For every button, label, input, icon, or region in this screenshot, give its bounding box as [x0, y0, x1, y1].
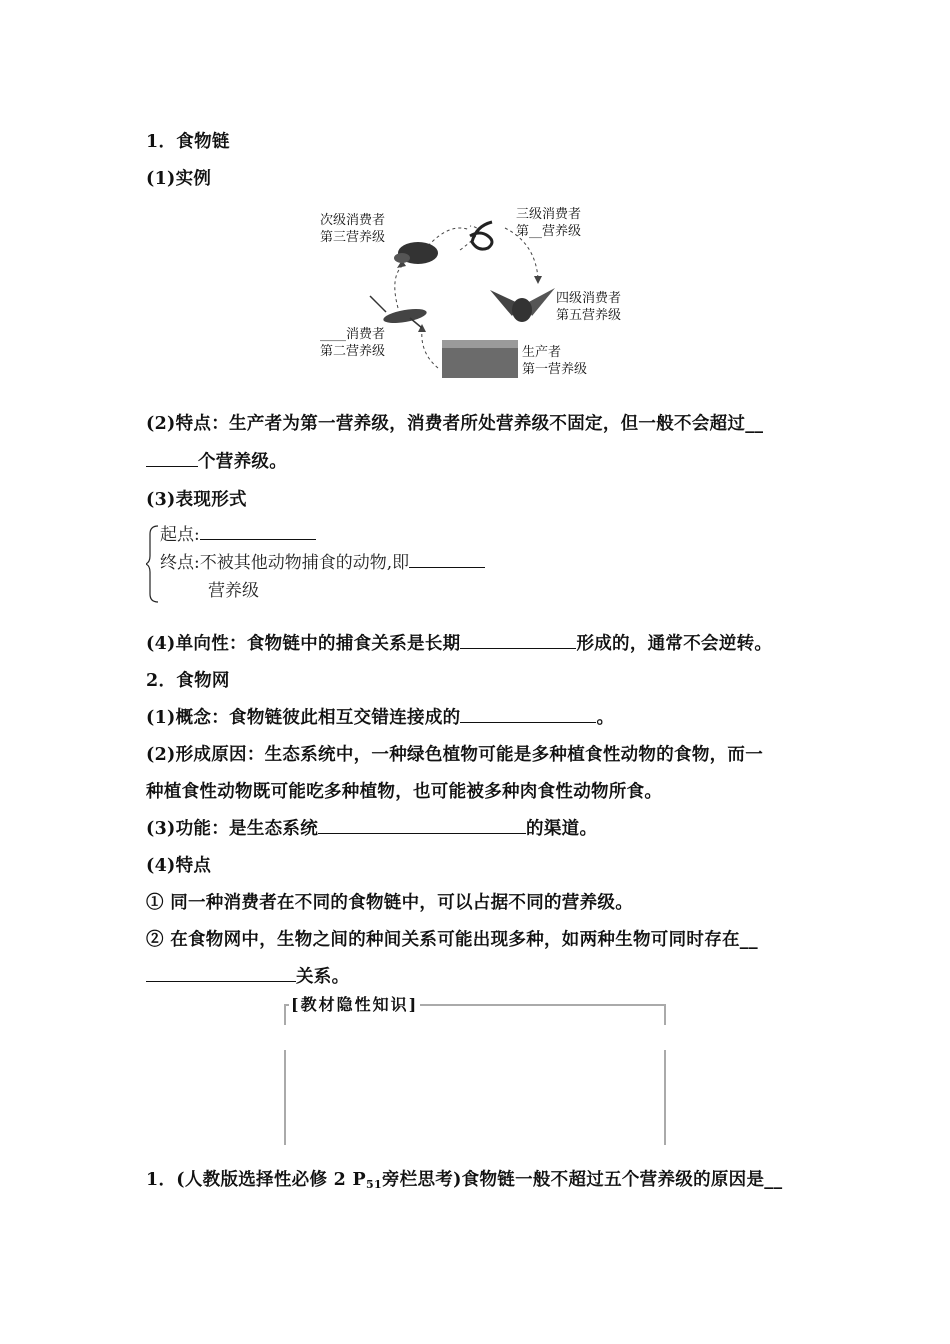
section2-heading: 2．食物网 [146, 671, 230, 691]
arrow-grass-to-grasshopper [422, 330, 438, 368]
direction-line: (4)单向性：食物链中的捕食关系是长期 形成的，通常不会逆转。 [146, 630, 772, 655]
point-2-line-2: 关系。 [146, 963, 349, 988]
label-tertiary-consumer: 三级消费者 第__营养级 [516, 207, 582, 239]
feature-line-2: 个营养级。 [146, 448, 287, 473]
end-suffix: 营养级 [208, 581, 259, 601]
cause-line-2: 种植食性动物既可能吃多种植物，也可能被多种肉食性动物所食。 [146, 782, 663, 802]
answer-blank[interactable] [318, 815, 526, 834]
arrow-grasshopper-to-frog [395, 266, 402, 308]
cause-line-1: (2)形成原因：生态系统中，一种绿色植物可能是多种植食性动物的食物，而一 [146, 745, 764, 765]
grasshopper-icon [370, 296, 428, 328]
concept-line: (1)概念：食物链彼此相互交错连接成的 。 [146, 704, 614, 729]
form-label: (3)表现形式 [146, 490, 247, 510]
feature-line-1: (2)特点：生产者为第一营养级，消费者所处营养级不固定，但一般不会超过__ [146, 414, 764, 434]
feature-label: (4)特点 [146, 856, 212, 876]
answer-blank[interactable] [200, 523, 316, 540]
knowledge-frame [280, 995, 680, 1155]
chain-form-brace [146, 520, 566, 610]
food-chain-diagram [310, 198, 650, 388]
label-secondary-consumer: 次级消费者 第三营养级 [320, 213, 386, 245]
answer-blank[interactable] [460, 704, 596, 723]
function-line: (3)功能：是生态系统 的渠道。 [146, 815, 597, 840]
brace-icon [146, 524, 160, 604]
grass-icon [442, 340, 518, 378]
label-producer: 生产者 第一营养级 [522, 345, 588, 377]
answer-blank[interactable] [460, 630, 576, 649]
start-line: 起点: [160, 520, 316, 545]
answer-blank[interactable] [146, 448, 198, 467]
snake-icon [470, 222, 492, 249]
point-1: ① 同一种消费者在不同的食物链中，可以占据不同的营养级。 [146, 893, 633, 913]
end-line: 终点:不被其他动物捕食的动物,即 [160, 548, 485, 573]
eagle-icon [490, 288, 555, 322]
question-1: 1．(人教版选择性必修 2 $P_{51}$旁栏思考)食物链一般不超过五个营养级的原因是__ [146, 1170, 783, 1191]
point-2-line-1: ② 在食物网中，生物之间的种间关系可能出现多种，如两种生物可同时存在__ [146, 930, 758, 950]
section1-heading: 1．食物链 [146, 132, 230, 152]
answer-blank[interactable] [146, 963, 296, 982]
answer-blank[interactable] [409, 551, 485, 568]
label-primary-consumer: ____消费者 第二营养级 [320, 327, 386, 359]
knowledge-frame-title: [教材隐性知识] [289, 992, 420, 1015]
label-quaternary-consumer: 四级消费者 第五营养级 [556, 291, 622, 323]
example-label: (1)实例 [146, 169, 212, 189]
